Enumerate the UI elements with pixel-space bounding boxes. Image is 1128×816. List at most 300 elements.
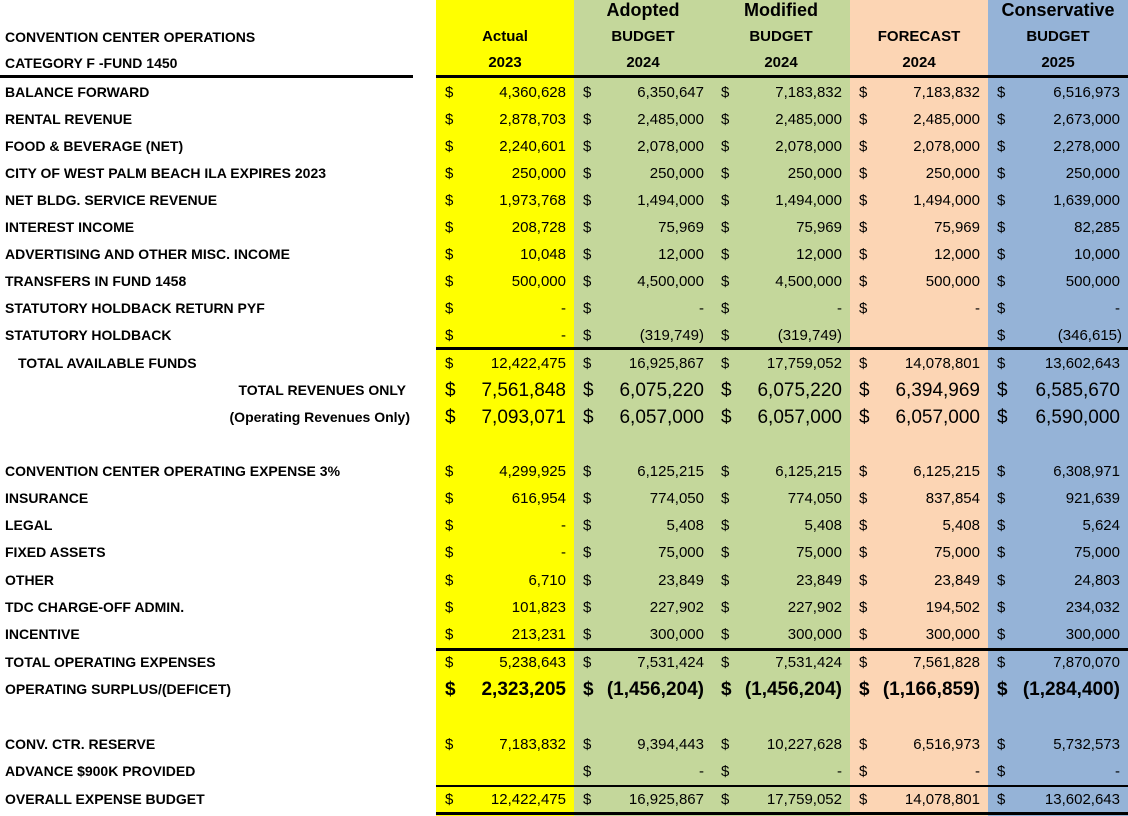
cell-value: 7,183,832 <box>913 84 980 101</box>
currency-sign: $ <box>997 763 1006 780</box>
cell-value: 23,849 <box>934 572 980 589</box>
cell-value: 6,057,000 <box>757 407 842 428</box>
currency-sign: $ <box>583 626 592 643</box>
col-2-header-mid: BUDGET <box>749 28 813 45</box>
cell-value: 5,238,643 <box>499 654 566 671</box>
cell-value: 1,973,768 <box>499 192 566 209</box>
row-label: RENTAL REVENUE <box>5 111 133 127</box>
currency-sign: $ <box>445 544 454 561</box>
currency-sign: $ <box>859 219 868 236</box>
cell-value: 23,849 <box>796 572 842 589</box>
row-label: OPERATING SURPLUS/(DEFICET) <box>5 681 232 697</box>
currency-sign: $ <box>445 490 454 507</box>
currency-sign: $ <box>445 736 454 753</box>
cell-value: 194,502 <box>925 599 980 616</box>
row-label: STATUTORY HOLDBACK RETURN PYF <box>5 300 265 316</box>
currency-sign: $ <box>997 165 1006 182</box>
currency-sign: $ <box>583 219 592 236</box>
cell-value: 4,360,628 <box>499 84 566 101</box>
cell-value: 227,902 <box>787 599 842 616</box>
cell-value: 16,925,867 <box>628 791 704 808</box>
cell-value: - <box>1115 763 1120 780</box>
cell-value: 6,057,000 <box>619 407 704 428</box>
cell-value: - <box>975 300 980 317</box>
currency-sign: $ <box>997 490 1006 507</box>
cell-value: - <box>837 300 842 317</box>
table-row <box>0 567 1128 594</box>
currency-sign: $ <box>583 791 592 808</box>
currency-sign: $ <box>445 84 454 101</box>
row-label: OVERALL EXPENSE BUDGET <box>5 791 205 807</box>
cell-value: 12,422,475 <box>490 355 566 372</box>
currency-sign: $ <box>997 380 1008 401</box>
table-row <box>0 350 1128 377</box>
row-label: INSURANCE <box>5 490 89 506</box>
cell-value: 500,000 <box>511 273 566 290</box>
table-row <box>0 786 1128 813</box>
cell-value: 12,000 <box>796 246 842 263</box>
currency-sign: $ <box>859 355 868 372</box>
currency-sign: $ <box>859 736 868 753</box>
currency-sign: $ <box>445 517 454 534</box>
col-3-header-mid: FORECAST <box>877 28 961 45</box>
cell-value: 13,602,643 <box>1044 355 1120 372</box>
col-3-header-year: 2024 <box>902 54 936 71</box>
cell-value: 75,969 <box>658 219 704 236</box>
cell-value: 16,925,867 <box>628 355 704 372</box>
cell-value: 500,000 <box>925 273 980 290</box>
currency-sign: $ <box>583 599 592 616</box>
currency-sign: $ <box>997 327 1006 344</box>
currency-sign: $ <box>721 84 730 101</box>
table-row <box>0 621 1128 648</box>
currency-sign: $ <box>583 355 592 372</box>
currency-sign: $ <box>583 165 592 182</box>
currency-sign: $ <box>721 355 730 372</box>
currency-sign: $ <box>997 679 1008 700</box>
currency-sign: $ <box>445 165 454 182</box>
cell-value: 300,000 <box>925 626 980 643</box>
cell-value: 250,000 <box>787 165 842 182</box>
currency-sign: $ <box>859 654 868 671</box>
cell-value: (346,615) <box>1057 327 1122 344</box>
currency-sign: $ <box>721 273 730 290</box>
currency-sign: $ <box>859 273 868 290</box>
cell-value: 500,000 <box>1065 273 1120 290</box>
currency-sign: $ <box>997 219 1006 236</box>
cell-value: 12,000 <box>934 246 980 263</box>
cell-value: 837,854 <box>925 490 980 507</box>
table-row <box>0 649 1128 676</box>
cell-value: 4,500,000 <box>637 273 704 290</box>
table-row <box>0 322 1128 349</box>
currency-sign: $ <box>445 654 454 671</box>
currency-sign: $ <box>445 111 454 128</box>
cell-value: 6,516,973 <box>1053 84 1120 101</box>
currency-sign: $ <box>859 679 870 700</box>
currency-sign: $ <box>721 192 730 209</box>
cell-value: 75,000 <box>1074 544 1120 561</box>
cell-value: 6,585,670 <box>1035 380 1120 401</box>
currency-sign: $ <box>859 572 868 589</box>
cell-value: 7,561,828 <box>913 654 980 671</box>
currency-sign: $ <box>445 219 454 236</box>
cell-value: - <box>561 300 566 317</box>
currency-sign: $ <box>583 463 592 480</box>
cell-value: 5,408 <box>942 517 980 534</box>
table-row <box>0 377 1128 404</box>
currency-sign: $ <box>997 300 1006 317</box>
currency-sign: $ <box>721 791 730 808</box>
currency-sign: $ <box>721 380 732 401</box>
cell-value: 2,673,000 <box>1053 111 1120 128</box>
currency-sign: $ <box>445 273 454 290</box>
cell-value: 250,000 <box>511 165 566 182</box>
currency-sign: $ <box>859 111 868 128</box>
row-label: STATUTORY HOLDBACK <box>5 327 172 343</box>
cell-value: 774,050 <box>649 490 704 507</box>
currency-sign: $ <box>859 791 868 808</box>
cell-value: 7,183,832 <box>499 736 566 753</box>
currency-sign: $ <box>583 84 592 101</box>
row-label: INTEREST INCOME <box>5 219 135 235</box>
currency-sign: $ <box>859 490 868 507</box>
currency-sign: $ <box>445 355 454 372</box>
table-row <box>0 106 1128 133</box>
table-row <box>0 160 1128 187</box>
cell-value: 300,000 <box>649 626 704 643</box>
cell-value: 227,902 <box>649 599 704 616</box>
currency-sign: $ <box>721 138 730 155</box>
cell-value: 5,408 <box>666 517 704 534</box>
currency-sign: $ <box>583 407 594 428</box>
currency-sign: $ <box>997 355 1006 372</box>
cell-value: 2,485,000 <box>637 111 704 128</box>
currency-sign: $ <box>445 791 454 808</box>
currency-sign: $ <box>859 626 868 643</box>
currency-sign: $ <box>445 380 456 401</box>
currency-sign: $ <box>997 572 1006 589</box>
currency-sign: $ <box>721 599 730 616</box>
cell-value: 4,299,925 <box>499 463 566 480</box>
cell-value: 75,969 <box>796 219 842 236</box>
currency-sign: $ <box>583 273 592 290</box>
cell-value: 23,849 <box>658 572 704 589</box>
cell-value: - <box>561 517 566 534</box>
row-label: LEGAL <box>5 517 53 533</box>
cell-value: 6,350,647 <box>637 84 704 101</box>
row-label: TOTAL OPERATING EXPENSES <box>5 654 216 670</box>
cell-value: 9,394,443 <box>637 736 704 753</box>
currency-sign: $ <box>583 380 594 401</box>
currency-sign: $ <box>997 463 1006 480</box>
currency-sign: $ <box>721 327 730 344</box>
currency-sign: $ <box>721 165 730 182</box>
col-1-header-year: 2024 <box>626 54 660 71</box>
cell-value: 921,639 <box>1065 490 1120 507</box>
currency-sign: $ <box>997 138 1006 155</box>
currency-sign: $ <box>721 736 730 753</box>
cell-value: (319,749) <box>639 327 704 344</box>
cell-value: 234,032 <box>1065 599 1120 616</box>
currency-sign: $ <box>997 246 1006 263</box>
cell-value: 2,878,703 <box>499 111 566 128</box>
currency-sign: $ <box>583 300 592 317</box>
currency-sign: $ <box>859 463 868 480</box>
cell-value: - <box>561 544 566 561</box>
cell-value: 82,285 <box>1074 219 1120 236</box>
currency-sign: $ <box>445 572 454 589</box>
col-2-header-year: 2024 <box>764 54 798 71</box>
currency-sign: $ <box>997 517 1006 534</box>
cell-value: 1,494,000 <box>637 192 704 209</box>
currency-sign: $ <box>721 763 730 780</box>
row-label: NET BLDG. SERVICE REVENUE <box>5 192 218 208</box>
cell-value: 7,531,424 <box>775 654 842 671</box>
currency-sign: $ <box>859 517 868 534</box>
currency-sign: $ <box>583 490 592 507</box>
cell-value: 14,078,801 <box>904 355 980 372</box>
cell-value: 6,125,215 <box>913 463 980 480</box>
currency-sign: $ <box>859 544 868 561</box>
currency-sign: $ <box>445 679 456 700</box>
currency-sign: $ <box>721 463 730 480</box>
cell-value: (319,749) <box>777 327 842 344</box>
cell-value: 101,823 <box>511 599 566 616</box>
cell-value: 250,000 <box>1065 165 1120 182</box>
col-0-header-mid: Actual <box>482 28 528 45</box>
table-row <box>0 79 1128 106</box>
currency-sign: $ <box>859 407 870 428</box>
currency-sign: $ <box>721 654 730 671</box>
currency-sign: $ <box>721 626 730 643</box>
currency-sign: $ <box>583 544 592 561</box>
cell-value: 6,075,220 <box>757 380 842 401</box>
cell-value: 250,000 <box>925 165 980 182</box>
header-rule-left <box>0 75 413 78</box>
table-row <box>0 214 1128 241</box>
col-4-header-top: Conservative <box>1001 0 1115 20</box>
currency-sign: $ <box>859 599 868 616</box>
cell-value: 75,000 <box>796 544 842 561</box>
currency-sign: $ <box>997 111 1006 128</box>
cell-value: - <box>975 763 980 780</box>
row-label: TDC CHARGE-OFF ADMIN. <box>5 599 185 615</box>
currency-sign: $ <box>445 246 454 263</box>
currency-sign: $ <box>997 192 1006 209</box>
currency-sign: $ <box>859 763 868 780</box>
row-label: INCENTIVE <box>5 626 80 642</box>
currency-sign: $ <box>997 626 1006 643</box>
cell-value: 10,227,628 <box>766 736 842 753</box>
cell-value: 6,590,000 <box>1035 407 1120 428</box>
cell-value: 6,075,220 <box>619 380 704 401</box>
cell-value: 300,000 <box>787 626 842 643</box>
currency-sign: $ <box>445 626 454 643</box>
cell-value: 2,078,000 <box>637 138 704 155</box>
currency-sign: $ <box>997 84 1006 101</box>
table-row <box>0 758 1128 785</box>
currency-sign: $ <box>721 490 730 507</box>
currency-sign: $ <box>445 463 454 480</box>
cell-value: 1,494,000 <box>775 192 842 209</box>
cell-value: 2,240,601 <box>499 138 566 155</box>
currency-sign: $ <box>721 544 730 561</box>
cell-value: 17,759,052 <box>766 791 842 808</box>
table-row <box>0 485 1128 512</box>
cell-value: - <box>699 763 704 780</box>
currency-sign: $ <box>721 679 732 700</box>
currency-sign: $ <box>721 300 730 317</box>
currency-sign: $ <box>721 407 732 428</box>
cell-value: 7,183,832 <box>775 84 842 101</box>
cell-value: 1,494,000 <box>913 192 980 209</box>
currency-sign: $ <box>997 736 1006 753</box>
row-label: TOTAL REVENUES ONLY <box>238 382 406 398</box>
currency-sign: $ <box>583 654 592 671</box>
currency-sign: $ <box>445 599 454 616</box>
cell-value: 12,000 <box>658 246 704 263</box>
currency-sign: $ <box>445 138 454 155</box>
currency-sign: $ <box>583 517 592 534</box>
currency-sign: $ <box>583 736 592 753</box>
table-row <box>0 295 1128 322</box>
currency-sign: $ <box>721 246 730 263</box>
table-row <box>0 133 1128 160</box>
cell-value: 5,408 <box>804 517 842 534</box>
cell-value: 6,516,973 <box>913 736 980 753</box>
col-4-header-mid: BUDGET <box>1026 28 1090 45</box>
cell-value: 1,639,000 <box>1053 192 1120 209</box>
currency-sign: $ <box>721 517 730 534</box>
table-row <box>0 404 1128 431</box>
table-row <box>0 676 1128 703</box>
cell-value: 616,954 <box>511 490 566 507</box>
currency-sign: $ <box>583 572 592 589</box>
table-row <box>0 187 1128 214</box>
currency-sign: $ <box>445 192 454 209</box>
cell-value: (1,456,204) <box>744 679 842 700</box>
currency-sign: $ <box>859 165 868 182</box>
currency-sign: $ <box>859 138 868 155</box>
row-label: CONV. CTR. RESERVE <box>5 736 156 752</box>
cell-value: 5,732,573 <box>1053 736 1120 753</box>
cell-value: 774,050 <box>787 490 842 507</box>
row-label: CONVENTION CENTER OPERATING EXPENSE 3% <box>5 463 341 479</box>
cell-value: 2,278,000 <box>1053 138 1120 155</box>
currency-sign: $ <box>583 111 592 128</box>
row-label: OTHER <box>5 572 54 588</box>
cell-value: 2,485,000 <box>913 111 980 128</box>
cell-value: - <box>699 300 704 317</box>
cell-value: 6,394,969 <box>895 380 980 401</box>
col-4-header-year: 2025 <box>1041 54 1075 71</box>
currency-sign: $ <box>721 572 730 589</box>
table-row <box>0 594 1128 621</box>
cell-value: 75,000 <box>658 544 704 561</box>
currency-sign: $ <box>859 380 870 401</box>
cell-value: 2,323,205 <box>481 679 566 700</box>
cell-value: 17,759,052 <box>766 355 842 372</box>
table-row <box>0 512 1128 539</box>
table-row <box>0 268 1128 295</box>
currency-sign: $ <box>583 138 592 155</box>
cell-value: - <box>837 763 842 780</box>
currency-sign: $ <box>583 679 594 700</box>
cell-value: 14,078,801 <box>904 791 980 808</box>
currency-sign: $ <box>583 327 592 344</box>
cell-value: 2,485,000 <box>775 111 842 128</box>
cell-value: 7,093,071 <box>481 407 566 428</box>
currency-sign: $ <box>583 192 592 209</box>
row-label: TRANSFERS IN FUND 1458 <box>5 273 187 289</box>
currency-sign: $ <box>445 300 454 317</box>
cell-value: (1,284,400) <box>1022 679 1120 700</box>
cell-value: 10,000 <box>1074 246 1120 263</box>
cell-value: 300,000 <box>1065 626 1120 643</box>
currency-sign: $ <box>721 111 730 128</box>
currency-sign: $ <box>997 544 1006 561</box>
currency-sign: $ <box>859 84 868 101</box>
currency-sign: $ <box>583 763 592 780</box>
cell-value: 6,125,215 <box>637 463 704 480</box>
cell-value: 7,531,424 <box>637 654 704 671</box>
cell-value: 2,078,000 <box>913 138 980 155</box>
table-row <box>0 458 1128 485</box>
currency-sign: $ <box>445 327 454 344</box>
currency-sign: $ <box>859 192 868 209</box>
row-label: FIXED ASSETS <box>5 544 106 560</box>
currency-sign: $ <box>997 273 1006 290</box>
row-label: ADVERTISING AND OTHER MISC. INCOME <box>5 246 290 262</box>
cell-value: 13,602,643 <box>1044 791 1120 808</box>
currency-sign: $ <box>997 654 1006 671</box>
cell-value: 2,078,000 <box>775 138 842 155</box>
cell-value: - <box>561 327 566 344</box>
col-1-header-mid: BUDGET <box>611 28 675 45</box>
currency-sign: $ <box>721 219 730 236</box>
cell-value: 4,500,000 <box>775 273 842 290</box>
cell-value: (1,456,204) <box>606 679 704 700</box>
sheet-subtitle: CATEGORY F -FUND 1450 <box>5 55 178 71</box>
sheet-title: CONVENTION CENTER OPERATIONS <box>5 29 256 45</box>
row-label: (Operating Revenues Only) <box>229 409 410 425</box>
table-row <box>0 539 1128 566</box>
cell-value: 6,125,215 <box>775 463 842 480</box>
header-rule-right <box>436 75 1128 78</box>
currency-sign: $ <box>445 407 456 428</box>
row-label: BALANCE FORWARD <box>5 84 150 100</box>
cell-value: 213,231 <box>511 626 566 643</box>
cell-value: 75,000 <box>934 544 980 561</box>
row-label: TOTAL AVAILABLE FUNDS <box>18 355 197 371</box>
cell-value: 10,048 <box>520 246 566 263</box>
currency-sign: $ <box>997 407 1008 428</box>
cell-value: 5,624 <box>1082 517 1120 534</box>
col-2-header-top: Modified <box>744 0 818 20</box>
col-0-header-year: 2023 <box>488 54 522 71</box>
cell-value: - <box>1115 300 1120 317</box>
table-row <box>0 731 1128 758</box>
cell-value: 24,803 <box>1074 572 1120 589</box>
cell-value: 12,422,475 <box>490 791 566 808</box>
currency-sign: $ <box>859 246 868 263</box>
cell-value: 250,000 <box>649 165 704 182</box>
cell-value: 6,057,000 <box>895 407 980 428</box>
currency-sign: $ <box>997 599 1006 616</box>
cell-value: (1,166,859) <box>882 679 980 700</box>
cell-value: 7,870,070 <box>1053 654 1120 671</box>
